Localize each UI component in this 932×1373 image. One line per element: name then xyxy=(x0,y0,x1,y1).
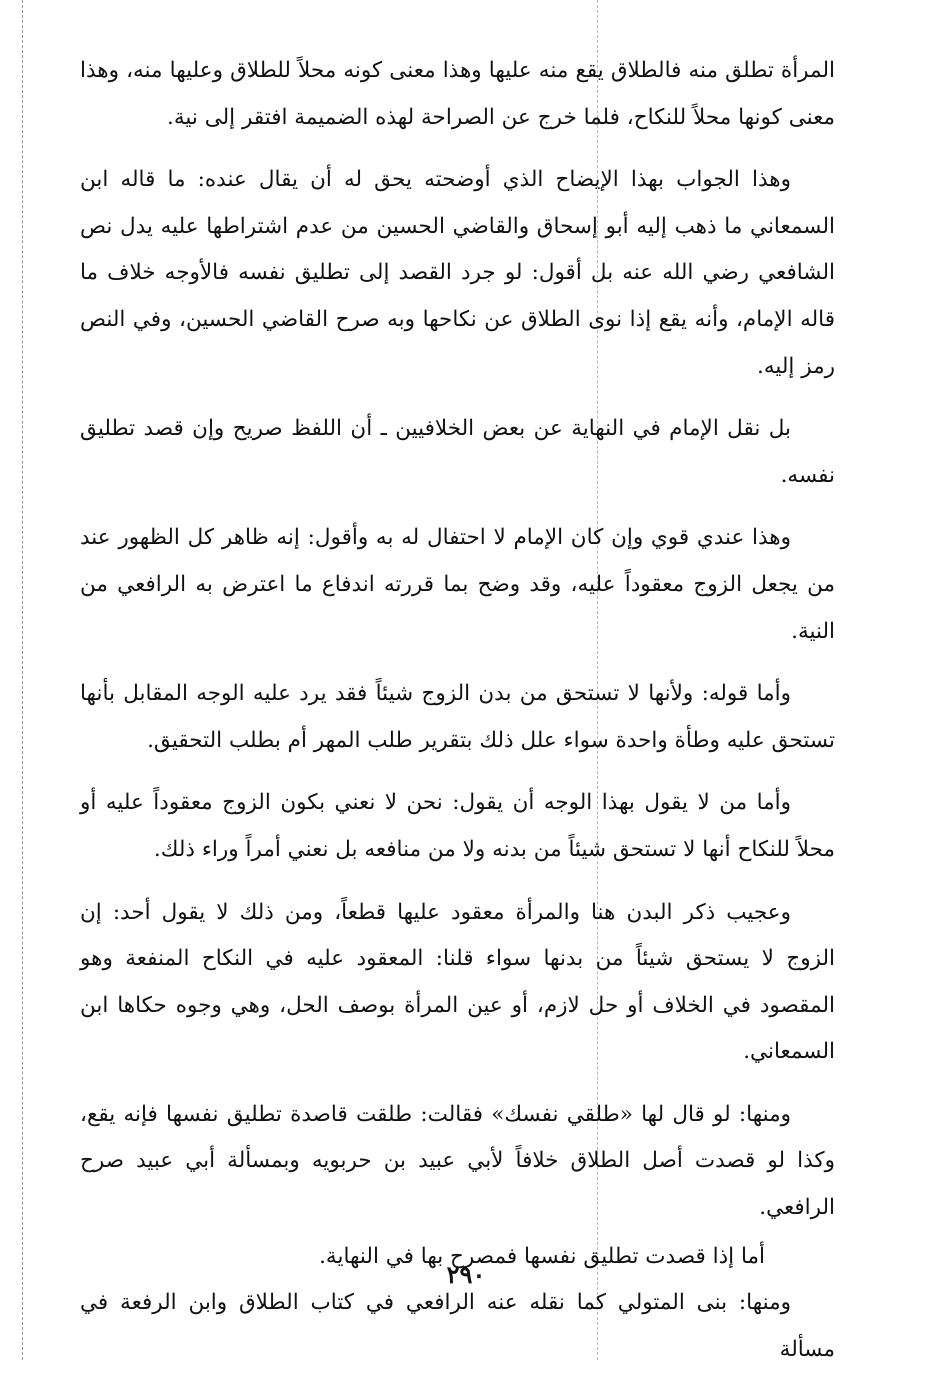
paragraph-1: المرأة تطلق منه فالطلاق يقع منه عليها وهذا معنى كونه محلاً للطلاق وعليها منه، وهذا معنى كونها محلاً للنكاح، فلما خرج عن الصراحة لهذه الضميمة افتقر إلى نية. xyxy=(80,58,835,130)
page-number: ٢٩٠ xyxy=(446,1260,486,1289)
paragraph-8: ومنها: لو قال لها «طلقي نفسك» فقالت: طلقت قاصدة تطليق نفسها فإنه يقع، وكذا لو قصدت أصل الطلاق خلافاً لأبي عبيد بن حربويه وبمسألة أبي عبيد صرح الرافعي. xyxy=(80,1101,835,1221)
scan-fold-line-left xyxy=(22,0,23,1360)
paragraph-6: وأما من لا يقول بهذا الوجه أن يقول: نحن لا نعني بكون الزوج معقوداً عليه أو محلاً للنكاح أنها لا تستحق شيئاً من بدنه ولا من منافعه بل نعني أمراً وراء ذلك. xyxy=(80,790,835,862)
paragraph-4: وهذا عندي قوي وإن كان الإمام لا احتفال له به وأقول: إنه ظاهر كل الظهور عند من يجعل الزوج معقوداً عليه، وقد وضح بما قررته اندفاع ما اعترض به الرافعي من النية. xyxy=(80,525,835,644)
body-text xyxy=(80,48,835,1373)
paragraph-7: وعجيب ذكر البدن هنا والمرأة معقود عليها قطعاً، ومن ذلك لا يقول أحد: إن الزوج لا يستحق شيئاً من بدنها سواء قلنا: المعقود عليه في النكاح المنفعة وهو المقصود في الخلاف أو حل لازم، أو عين المرأة بوصف الحل، وهي وجوه حكاها ابن السمعاني. xyxy=(80,899,835,1065)
paragraph-9: أما إذا قصدت تطليق نفسها فمصرح بها في النهاية. xyxy=(319,1243,765,1269)
paragraph-3: بل نقل الإمام في النهاية عن بعض الخلافيين ـ أن اللفظ صريح وإن قصد تطليق نفسه. xyxy=(80,416,835,488)
paragraph-10: ومنها: بنى المتولي كما نقله عنه الرافعي في كتاب الطلاق وابن الرفعة في مسألة xyxy=(80,1290,835,1362)
paragraph-2: وهذا الجواب بهذا الإيضاح الذي أوضحته يحق له أن يقال عنده: ما قاله ابن السمعاني ما ذهب إليه أبو إسحاق والقاضي الحسين من عدم اشتراطها عليه يدل نص الشافعي رضي الله عنه بل أقول: لو جرد القصد إلى تطليق نفسه فالأوجه خلاف ما قاله الإمام، وأنه يقع إذا نوى الطلاق عن نكاحها وبه صرح القاضي الحسين، وفي النص رمز إليه. xyxy=(80,167,835,379)
paragraph-5: وأما قوله: ولأنها لا تستحق من بدن الزوج شيئاً فقد يرد عليه الوجه المقابل بأنها تستحق عليه وطأة واحدة سواء علل ذلك بتقرير طلب المهر أم بطلب التحقيق. xyxy=(80,681,835,753)
